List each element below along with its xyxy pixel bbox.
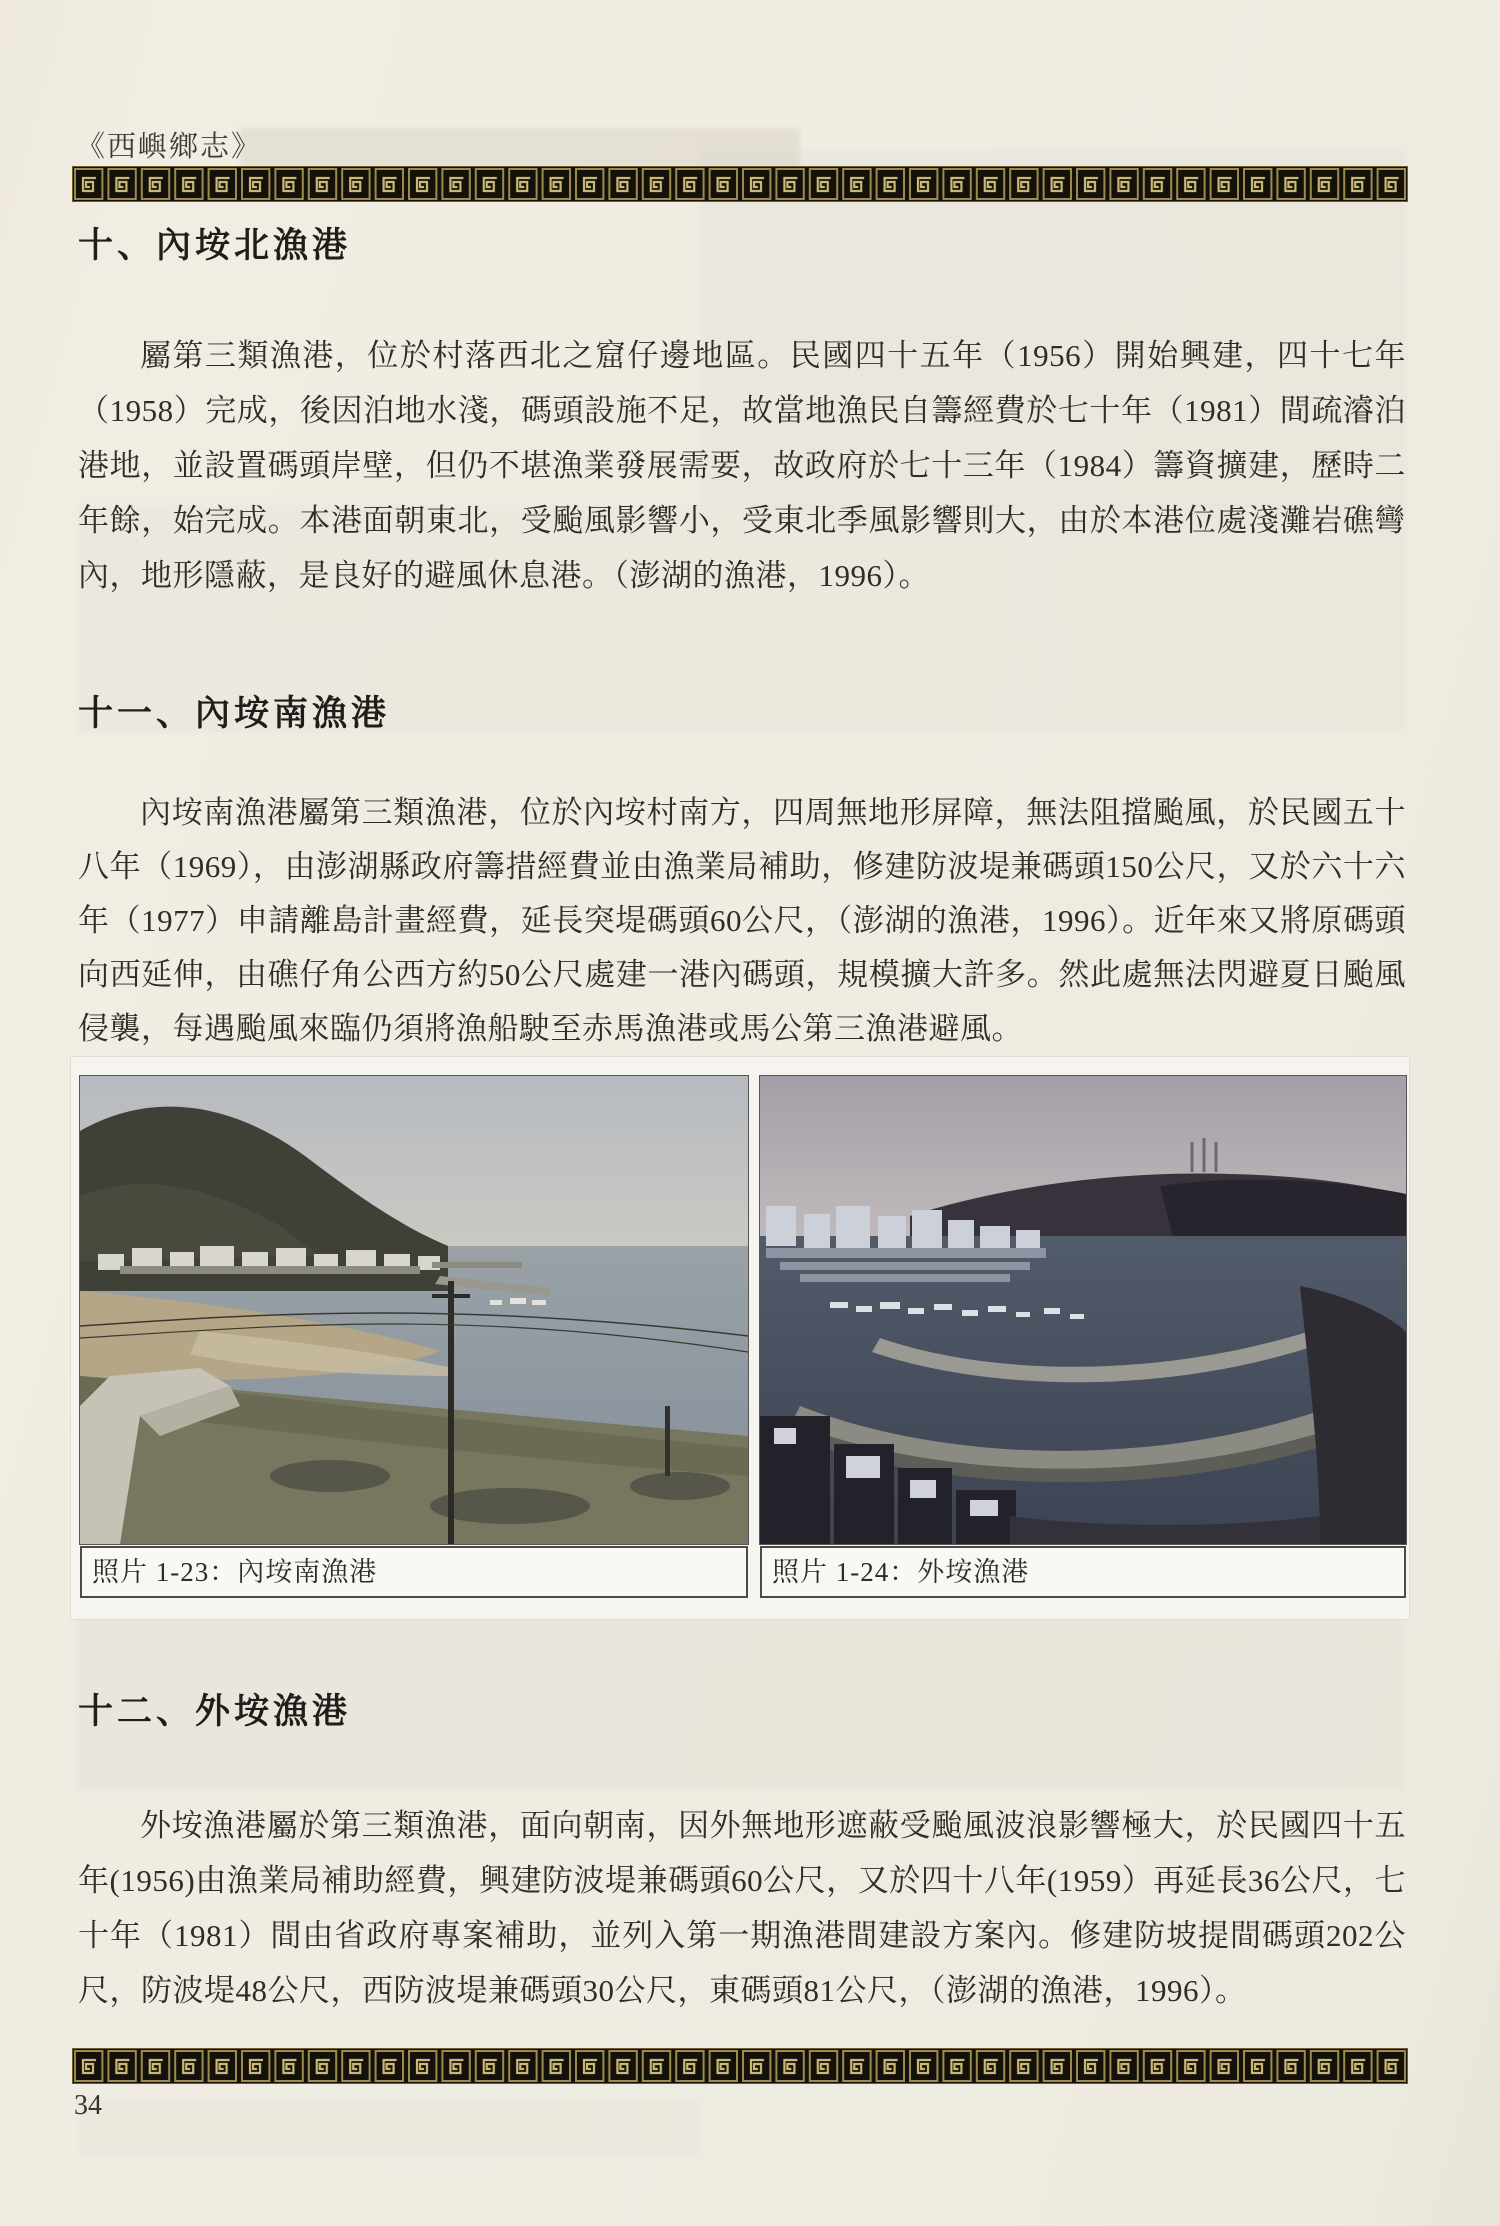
section-body-10: 屬第三類漁港，位於村落西北之窟仔邊地區。民國四十五年（1956）開始興建，四十七年（1958）完成，後因泊地水淺，碼頭設施不足，故當地漁民自籌經費於七十年（1981）間疏濬泊港地，並設置碼頭岸壁，但仍不堪漁業發展需要，故政府於七十三年（1984）籌資擴建，歷時二年餘，始完成。本港面朝東北，受颱風影響小，受東北季風影響則大，由於本港位處淺灘岩礁彎內，地形隱蔽，是良好的避風休息港。（澎湖的漁港，1996）。 (78, 338, 1406, 593)
photo-waian-harbor (760, 1076, 1406, 1544)
photo-caption: 照片 1-24：外垵漁港 (760, 1546, 1406, 1598)
greek-key-border-top (72, 166, 1408, 202)
section-heading-12: 十二、外垵漁港 (78, 1692, 352, 1731)
photo-panel (70, 1056, 1410, 1620)
section-body-11: 內垵南漁港屬第三類漁港，位於內垵村南方，四周無地形屏障，無法阻擋颱風，於民國五十八年（1969），由澎湖縣政府籌措經費並由漁業局補助，修建防波堤兼碼頭150公尺，又於六十六年（1977）申請離島計畫經費，延長突堤碼頭60公尺，（澎湖的漁港，1996）。近年來又將原碼頭向西延伸，由礁仔角公西方約50公尺處建一港內碼頭，規模擴大許多。然此處無法閃避夏日颱風侵襲，每遇颱風來臨仍須將漁船駛至赤馬漁港或馬公第三漁港避風。 (78, 795, 1406, 1046)
section-heading-11: 十一、內垵南漁港 (78, 694, 391, 733)
page-bleedthrough (78, 2098, 698, 2158)
photo-caption: 照片 1-23：內垵南漁港 (80, 1546, 748, 1598)
photo-neian-south-harbor (80, 1076, 748, 1544)
page-number: 34 (74, 2090, 102, 2121)
page-bleedthrough (240, 128, 800, 168)
greek-key-border-bottom (72, 2048, 1408, 2084)
figure-waian (760, 1076, 1406, 1598)
section-heading-10: 十、內垵北漁港 (78, 226, 352, 265)
book-title: 《西嶼鄉志》 (76, 131, 263, 163)
figure-neian-south (80, 1076, 748, 1598)
section-body-12: 外垵漁港屬於第三類漁港，面向朝南，因外無地形遮蔽受颱風波浪影響極大，於民國四十五年(1956)由漁業局補助經費，興建防波堤兼碼頭60公尺，又於四十八年(1959）再延長36公尺，七十年（1981）間由省政府專案補助，並列入第一期漁港間建設方案內。修建防坡提間碼頭202公尺，防波堤48公尺，西防波堤兼碼頭30公尺，東碼頭81公尺，（澎湖的漁港，1996）。 (78, 1808, 1406, 2008)
